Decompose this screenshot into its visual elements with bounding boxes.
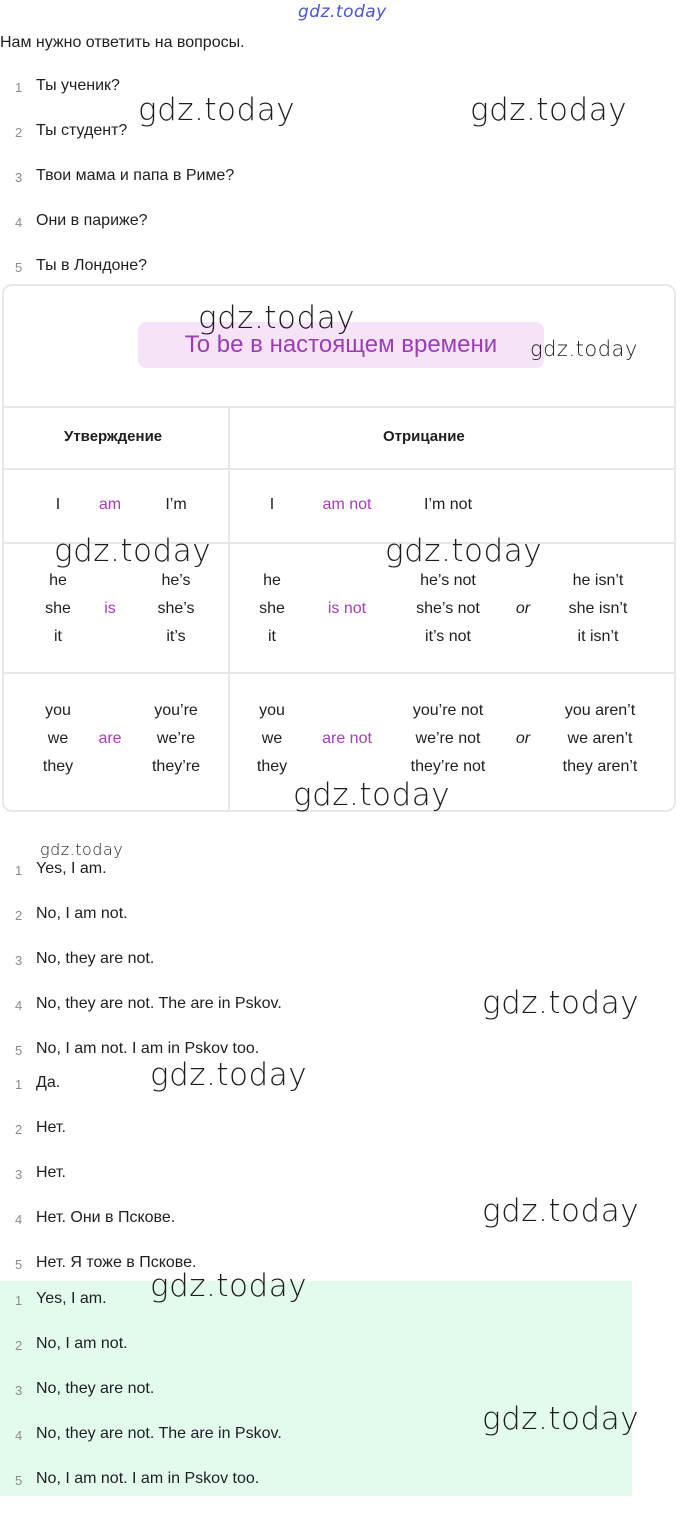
watermark: gdz.today <box>54 533 212 569</box>
answers-final-list <box>0 1290 680 1518</box>
verb-form: is <box>104 600 116 617</box>
short-form: it’s <box>166 628 186 645</box>
list-item <box>0 1380 680 1428</box>
neg-short-form: they’re not <box>410 758 486 775</box>
list-item <box>0 122 680 170</box>
list-item <box>0 1164 680 1212</box>
questions-list <box>0 77 680 305</box>
item-text: No, I am not. <box>36 905 128 922</box>
neg-short-form: he’s not <box>420 572 476 589</box>
neg-alt-form: they aren’t <box>562 758 638 775</box>
item-text: No, they are not. The are in Pskov. <box>36 995 282 1012</box>
grammar-table <box>2 284 676 812</box>
list-item <box>0 77 680 125</box>
neg-verb-form: is not <box>327 600 367 617</box>
neg-verb-form: am not <box>322 496 372 513</box>
item-text: No, they are not. <box>36 1380 155 1397</box>
neg-alt-form: he isn’t <box>572 572 624 589</box>
neg-pronoun: it <box>268 628 276 645</box>
header-negative: Отрицание <box>383 428 465 445</box>
neg-short-form: she’s not <box>416 600 480 617</box>
list-item <box>0 950 680 998</box>
item-text: Yes, I am. <box>36 860 107 877</box>
watermark: gdz.today <box>40 840 124 859</box>
divider <box>4 542 674 544</box>
item-number: 5 <box>15 1473 23 1488</box>
watermark: gdz.today <box>482 1193 640 1229</box>
item-text: No, I am not. <box>36 1335 128 1352</box>
item-text: Ты студент? <box>36 122 128 139</box>
list-item <box>0 860 680 908</box>
list-item <box>0 1425 680 1473</box>
item-text: Твои мама и папа в Риме? <box>36 167 235 184</box>
item-text: No, they are not. <box>36 950 155 967</box>
neg-short-form: we’re not <box>415 730 481 747</box>
item-number: 1 <box>15 863 23 878</box>
watermark-top: gdz.today <box>298 2 387 22</box>
divider <box>4 406 674 408</box>
item-number: 4 <box>15 1428 23 1443</box>
list-item <box>0 1119 680 1167</box>
neg-alt-form: you aren’t <box>564 702 636 719</box>
watermark: gdz.today <box>293 777 451 813</box>
neg-pronoun: you <box>259 702 285 719</box>
watermark: gdz.today <box>530 337 638 361</box>
pronoun: she <box>45 600 71 617</box>
item-text: No, I am not. I am in Pskov too. <box>36 1040 260 1057</box>
item-number: 1 <box>15 1293 23 1308</box>
verb-form: am <box>98 496 122 513</box>
short-form: I’m <box>165 496 187 513</box>
neg-pronoun: they <box>256 758 288 775</box>
item-number: 5 <box>15 1257 23 1272</box>
neg-pronoun: we <box>261 730 283 747</box>
item-number: 5 <box>15 260 23 275</box>
item-text: Yes, I am. <box>36 1290 107 1307</box>
item-number: 4 <box>15 1212 23 1227</box>
intro-text: Нам нужно ответить на вопросы. <box>0 34 245 51</box>
short-form: we’re <box>156 730 196 747</box>
header-affirmative: Утверждение <box>64 428 163 445</box>
or-label: or <box>515 600 531 617</box>
grammar-title: To be в настоящем времени <box>138 322 544 368</box>
item-text: Да. <box>36 1074 61 1091</box>
item-number: 2 <box>15 125 23 140</box>
neg-alt-form: we aren’t <box>567 730 633 747</box>
item-number: 4 <box>15 215 23 230</box>
item-number: 1 <box>15 1077 23 1092</box>
watermark: gdz.today <box>138 92 296 128</box>
pronoun: they <box>42 758 74 775</box>
pronoun: we <box>47 730 69 747</box>
watermark: gdz.today <box>482 1401 640 1437</box>
item-number: 4 <box>15 998 23 1013</box>
item-number: 2 <box>15 1338 23 1353</box>
list-item <box>0 167 680 215</box>
short-form: they’re <box>151 758 201 775</box>
short-form: she’s <box>157 600 195 617</box>
pronoun: he <box>49 572 67 589</box>
item-text: Нет. <box>36 1164 66 1181</box>
neg-pronoun: he <box>263 572 281 589</box>
neg-short-form: you’re not <box>412 702 484 719</box>
neg-short-form: I’m not <box>423 496 473 513</box>
item-text: Ты в Лондоне? <box>36 257 148 274</box>
list-item <box>0 905 680 953</box>
watermark: gdz.today <box>385 533 543 569</box>
neg-pronoun: I <box>269 496 275 513</box>
or-label: or <box>515 730 531 747</box>
item-text: No, they are not. The are in Pskov. <box>36 1425 282 1442</box>
item-number: 1 <box>15 80 23 95</box>
neg-verb-form: are not <box>322 730 372 747</box>
watermark: gdz.today <box>198 300 356 336</box>
watermark: gdz.today <box>470 92 628 128</box>
item-text: No, I am not. I am in Pskov too. <box>36 1470 260 1487</box>
short-form: you’re <box>154 702 198 719</box>
item-text: Ты ученик? <box>36 77 120 94</box>
item-text: Нет. Они в Пскове. <box>36 1209 176 1226</box>
pronoun: it <box>54 628 62 645</box>
watermark: gdz.today <box>150 1057 308 1093</box>
watermark: gdz.today <box>482 985 640 1021</box>
list-item <box>0 995 680 1043</box>
divider <box>228 406 230 812</box>
item-text: Нет. Я тоже в Пскове. <box>36 1254 197 1271</box>
neg-pronoun: she <box>259 600 285 617</box>
divider <box>4 672 674 674</box>
list-item <box>0 212 680 260</box>
neg-short-form: it’s not <box>425 628 471 645</box>
item-number: 3 <box>15 1167 23 1182</box>
item-number: 5 <box>15 1043 23 1058</box>
verb-form: are <box>98 730 122 747</box>
item-number: 2 <box>15 908 23 923</box>
item-number: 3 <box>15 953 23 968</box>
item-text: Нет. <box>36 1119 66 1136</box>
neg-alt-form: it isn’t <box>577 628 619 645</box>
item-number: 3 <box>15 1383 23 1398</box>
divider <box>4 468 674 470</box>
pronoun: I <box>55 496 61 513</box>
list-item <box>0 1290 680 1338</box>
item-number: 3 <box>15 170 23 185</box>
answers-en-list <box>0 860 680 1088</box>
item-number: 2 <box>15 1122 23 1137</box>
pronoun: you <box>45 702 71 719</box>
watermark: gdz.today <box>150 1268 308 1304</box>
neg-alt-form: she isn’t <box>568 600 628 617</box>
list-item <box>0 1335 680 1383</box>
item-text: Они в париже? <box>36 212 148 229</box>
short-form: he’s <box>161 572 191 589</box>
